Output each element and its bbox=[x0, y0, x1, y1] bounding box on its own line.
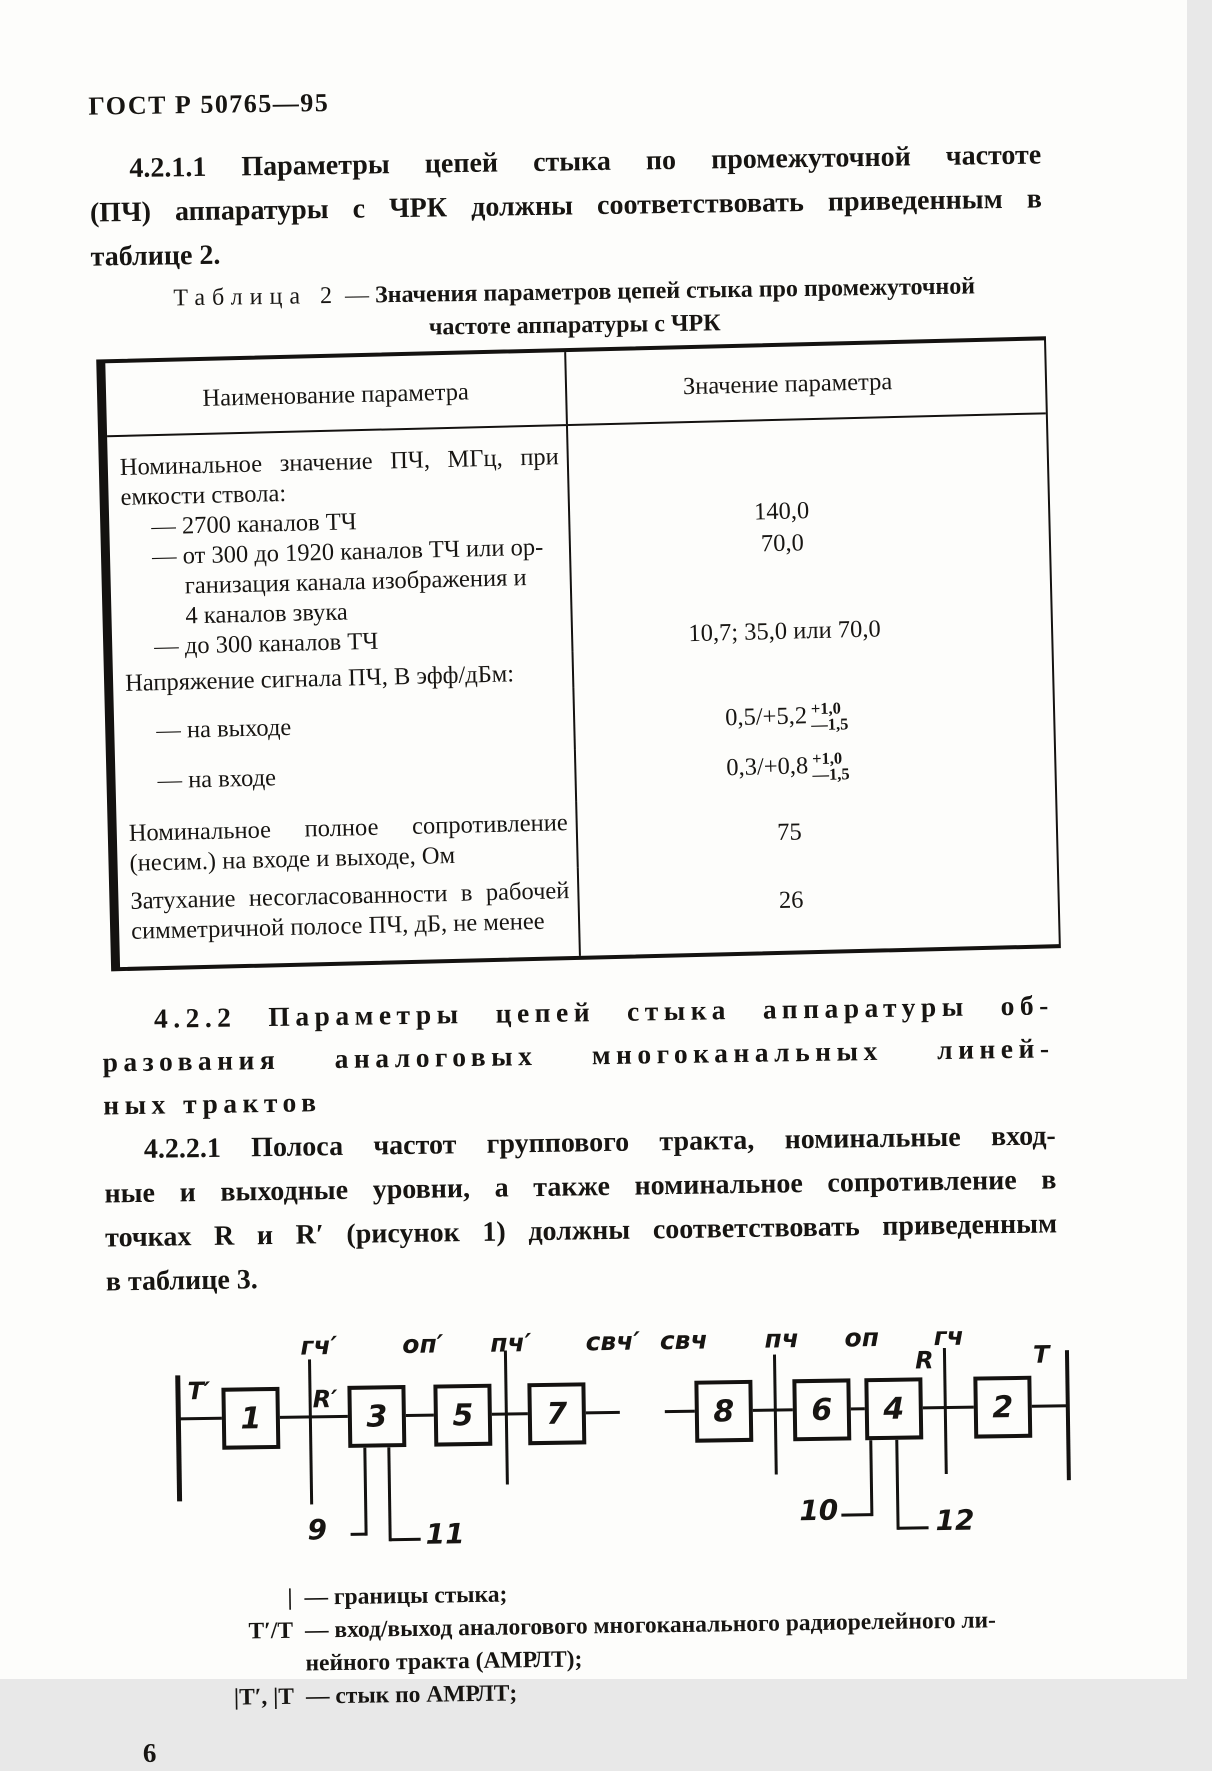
param-value: 0,3/+0,8 bbox=[726, 752, 809, 782]
diagram-boundary-line bbox=[943, 1348, 948, 1474]
interface-label: оп′ bbox=[402, 1329, 444, 1360]
port-label: R bbox=[914, 1346, 934, 1375]
table-2-body bbox=[107, 414, 1059, 967]
diagram-block-8: 8 bbox=[694, 1380, 753, 1443]
param-name-cell bbox=[107, 426, 570, 513]
tolerance-plus: +1,0 bbox=[810, 698, 842, 719]
paragraph-line: ных трактов bbox=[102, 1086, 322, 1121]
tolerance-stack bbox=[811, 700, 849, 733]
tap-number-label: 9 bbox=[307, 1513, 328, 1547]
table-2-caption-line-2: частоте аппаратуры с ЧРК bbox=[428, 310, 721, 341]
param-name-line: — на входе bbox=[157, 764, 277, 795]
diagram-connector-line bbox=[841, 1513, 872, 1516]
interface-label: свч′ bbox=[585, 1326, 641, 1357]
paragraph-line: (ПЧ) аппаратуры с ЧРК должны соответствовать приведенным в bbox=[89, 183, 1043, 229]
interface-label: гч′ bbox=[300, 1331, 338, 1361]
param-name-line: емкости ствола: bbox=[120, 479, 287, 511]
legend-symbol: |Т′, |Т bbox=[233, 1683, 295, 1711]
param-name-cell bbox=[110, 532, 573, 633]
diagram-boundary-line bbox=[308, 1359, 313, 1504]
param-value-cell bbox=[579, 856, 1059, 956]
paragraph-line: точках R и R′ (рисунок 1) должны соответствовать приведенным bbox=[104, 1208, 1058, 1254]
port-label: R′ bbox=[312, 1385, 338, 1414]
legend-text bbox=[306, 1677, 518, 1713]
param-value: 140,0 bbox=[753, 497, 810, 526]
tap-number-label: 10 bbox=[799, 1493, 839, 1528]
diagram-connector-line bbox=[390, 1538, 421, 1541]
param-name-cell bbox=[114, 688, 576, 761]
paragraph-line: 4.2.2.1 Полоса частот группового тракта, номинальные вход- bbox=[143, 1120, 1057, 1165]
diagram-boundary-line bbox=[363, 1448, 367, 1536]
param-name-line: Номинальное значение ПЧ, МГц, при bbox=[119, 443, 560, 481]
figure-1-block-diagram bbox=[19, 1316, 1210, 1582]
param-value-cell bbox=[577, 790, 1056, 868]
legend-text-line: — стык по АМРЛТ; bbox=[305, 1680, 518, 1710]
paragraph-4-2-1-1 bbox=[89, 133, 1043, 279]
document-header: ГОСТ Р 50765—95 bbox=[88, 88, 330, 121]
diagram-boundary-line bbox=[773, 1355, 778, 1475]
paragraph-line: ные и выходные уровни, а также номинальное сопротивление в bbox=[104, 1164, 1057, 1210]
tap-number-label: 12 bbox=[935, 1503, 975, 1538]
diagram-block-1: 1 bbox=[221, 1387, 280, 1450]
paragraph-line: в таблице 3. bbox=[105, 1264, 258, 1298]
param-name-line: — на выходе bbox=[155, 713, 292, 745]
param-name-line: — от 300 до 1920 каналов ТЧ или ор- bbox=[151, 533, 544, 571]
table-2-caption-label: Таблица 2 bbox=[173, 282, 340, 312]
heading-4-2-2 bbox=[102, 983, 1056, 1126]
diagram-block-3: 3 bbox=[347, 1385, 406, 1448]
paragraph-4-2-2-1 bbox=[104, 1114, 1059, 1304]
param-name-line: симметричной полосе ПЧ, дБ, не менее bbox=[130, 907, 545, 945]
tolerance-plus: +1,0 bbox=[811, 748, 843, 769]
diagram-block-7: 7 bbox=[527, 1382, 586, 1445]
interface-label: пч bbox=[764, 1324, 800, 1354]
legend-text-line: — границы стыка; bbox=[304, 1581, 508, 1611]
param-value-cell bbox=[571, 520, 1051, 622]
tolerance-minus: —1,5 bbox=[812, 764, 850, 785]
param-name-line: 4 каналов звука bbox=[185, 598, 349, 630]
legend-symbol: | bbox=[287, 1584, 293, 1611]
legend-text-line: — вход/выход аналогового многоканального радиорелейного ли- bbox=[304, 1607, 997, 1644]
diagram-boundary-line bbox=[1065, 1350, 1071, 1480]
tolerance-minus: —1,5 bbox=[810, 714, 849, 735]
param-value: 26 bbox=[778, 886, 804, 914]
param-name-line: Затухание несогласованности в рабочей bbox=[130, 877, 570, 915]
param-name-line: — до 300 каналов ТЧ bbox=[153, 627, 379, 661]
table-2-caption bbox=[98, 269, 1051, 349]
interface-label: гч bbox=[933, 1321, 965, 1352]
legend-text-line: нейного тракта (АМРЛТ); bbox=[305, 1646, 583, 1677]
param-name-line: Номинальное полное сопротивление bbox=[128, 809, 568, 847]
legend-text bbox=[305, 1604, 997, 1680]
table-2-caption-dash: — bbox=[344, 282, 376, 309]
diagram-boundary-line bbox=[895, 1440, 899, 1530]
legend-text bbox=[304, 1579, 507, 1615]
param-value: 10,7; 35,0 или 70,0 bbox=[688, 615, 881, 648]
param-value: 75 bbox=[776, 818, 803, 847]
param-name-line: ганизация канала изображения и bbox=[184, 564, 527, 600]
column-header-parameter-value: Значение параметра bbox=[682, 368, 893, 401]
diagram-block-2: 2 bbox=[973, 1376, 1032, 1439]
port-label: Т′ bbox=[187, 1376, 211, 1406]
tolerance-stack bbox=[812, 750, 850, 783]
figure-1-legend bbox=[132, 1568, 1211, 1716]
interface-label: оп bbox=[844, 1322, 880, 1353]
diagram-boundary-line bbox=[504, 1351, 509, 1485]
param-value: 70,0 bbox=[760, 529, 805, 558]
param-name-cell bbox=[118, 868, 581, 967]
param-name-line: — 2700 каналов ТЧ bbox=[150, 508, 358, 541]
paragraph-line: 4.2.2 Параметры цепей стыка аппаратуры об- bbox=[153, 989, 1055, 1034]
diagram-boundary-line bbox=[175, 1375, 182, 1501]
legend-symbol: Т′/Т bbox=[248, 1617, 294, 1645]
diagram-boundary-line bbox=[387, 1447, 391, 1541]
param-name-line: (несим.) на входе и выходе, Ом bbox=[129, 841, 456, 877]
param-value: 0,5/+5,2 bbox=[724, 702, 808, 732]
diagram-block-4: 4 bbox=[864, 1377, 923, 1440]
table-2 bbox=[96, 336, 1061, 971]
diagram-block-5: 5 bbox=[433, 1384, 492, 1447]
param-name-line: Напряжение сигнала ПЧ, В эфф/дБм: bbox=[124, 660, 515, 697]
tap-number-label: 11 bbox=[425, 1517, 465, 1551]
table-2-caption-title: Значения параметров цепей стыка про промежуточной bbox=[374, 273, 976, 309]
diagram-boundary-line bbox=[869, 1440, 873, 1516]
paragraph-line: таблице 2. bbox=[90, 239, 221, 273]
param-value-cell bbox=[574, 676, 1053, 750]
port-label: Т bbox=[1032, 1340, 1050, 1369]
paragraph-line: 4.2.1.1 Параметры цепей стыка по промежуточной частоте bbox=[129, 139, 1042, 184]
page-number: 6 bbox=[142, 1737, 157, 1768]
column-header-parameter-name: Наименование параметра bbox=[105, 352, 568, 435]
interface-label: пч′ bbox=[490, 1328, 532, 1358]
diagram-connector-line bbox=[898, 1526, 929, 1529]
param-value-cell bbox=[568, 414, 1048, 502]
param-name-cell bbox=[116, 802, 578, 879]
paragraph-line: разования аналоговых многоканальных линей- bbox=[102, 1032, 1055, 1078]
interface-label: свч bbox=[659, 1325, 708, 1356]
diagram-block-6: 6 bbox=[792, 1378, 851, 1441]
